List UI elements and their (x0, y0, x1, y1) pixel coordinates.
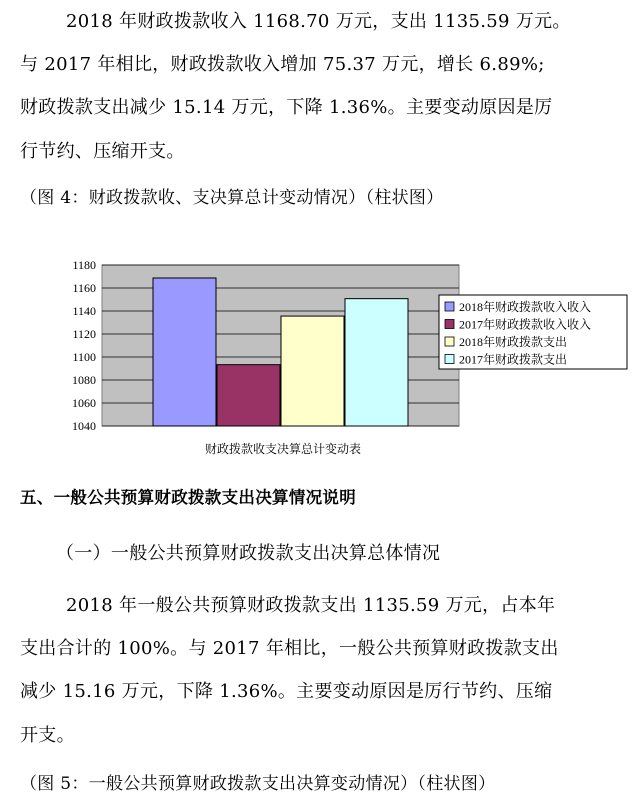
paragraph-line: 减少 15.16 万元，下降 1.36%。主要变动原因是厉行节约、压缩 (20, 681, 553, 702)
bar-chart (58, 254, 638, 466)
legend (439, 295, 627, 369)
legend-swatch (445, 320, 454, 329)
figure-caption: （图 5：一般公共预算财政拨款支出决算变动情况）（柱状图） (20, 774, 496, 794)
paragraph-line: 支出合计的 100%。与 2017 年相比，一般公共预算财政拨款支出 (20, 638, 559, 659)
bar (153, 278, 216, 426)
y-tick-label: 1140 (72, 304, 96, 318)
legend-swatch (445, 355, 454, 364)
y-axis-ticks (72, 258, 96, 433)
legend-swatch (445, 337, 454, 346)
bar (345, 299, 408, 426)
bar (281, 316, 344, 426)
x-axis-label: 财政拨款收支决算总计变动表 (204, 442, 362, 456)
legend-label: 2017年财政拨款收入收入 (459, 317, 592, 332)
y-tick-label: 1080 (72, 373, 96, 387)
y-tick-label: 1100 (72, 350, 96, 364)
legend-label: 2017年财政拨款支出 (459, 352, 568, 367)
y-tick-label: 1160 (72, 281, 96, 295)
y-tick-label: 1120 (72, 327, 96, 341)
bar (217, 365, 280, 426)
y-tick-label: 1040 (72, 419, 96, 433)
y-tick-label: 1060 (72, 396, 96, 410)
section-heading: 五、一般公共预算财政拨款支出决算情况说明 (20, 488, 356, 507)
subsection-heading: （一）一般公共预算财政拨款支出决算总体情况 (56, 543, 441, 564)
paragraph-line: 2018 年一般公共预算财政拨款支出 1135.59 万元，占本年 (66, 595, 556, 616)
paragraph-line: 2018 年财政拨款收入 1168.70 万元，支出 1135.59 万元。 (66, 11, 571, 32)
legend-label: 2018年财政拨款收入收入 (459, 300, 592, 314)
legend-label: 2018年财政拨款支出 (459, 335, 568, 349)
paragraph-line: 行节约、压缩开支。 (20, 141, 185, 162)
legend-swatch (445, 302, 454, 311)
figure-caption: （图 4：财政拨款收、支决算总计变动情况）（柱状图） (20, 188, 444, 208)
paragraph-line: 与 2017 年相比，财政拨款收入增加 75.37 万元，增长 6.89%; (20, 54, 545, 75)
y-tick-label: 1180 (72, 258, 96, 272)
paragraph-line: 财政拨款支出减少 15.14 万元，下降 1.36%。主要变动原因是厉 (20, 97, 553, 118)
paragraph-line: 开支。 (20, 725, 75, 746)
